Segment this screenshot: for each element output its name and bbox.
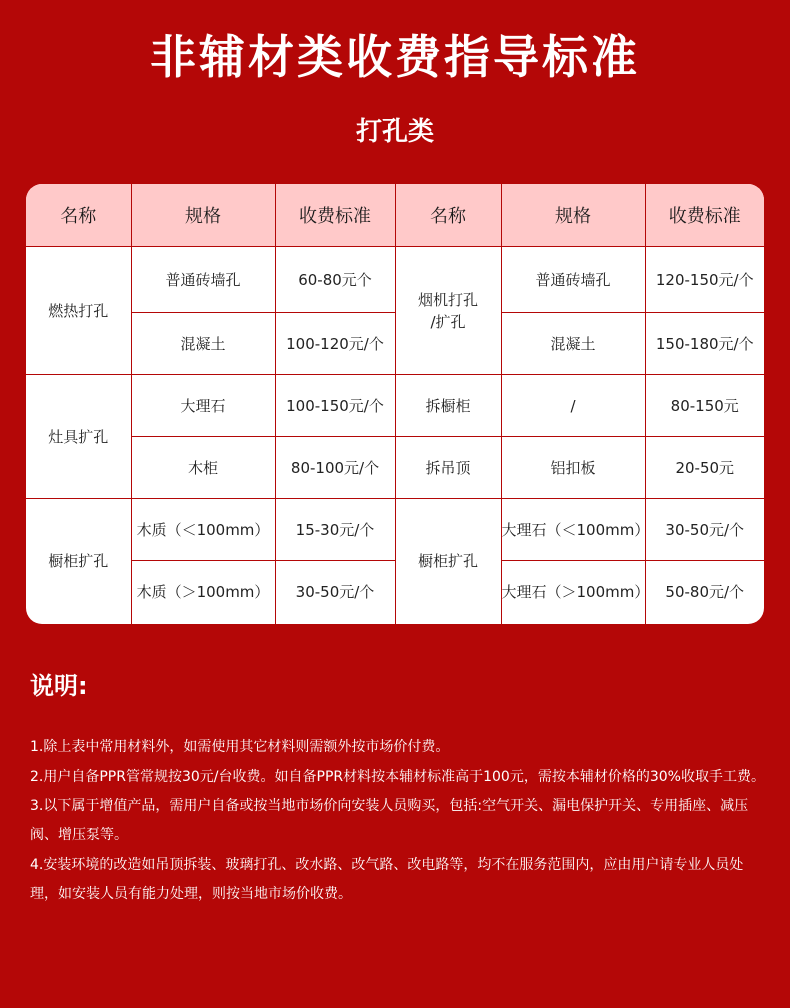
item-price: 15-30元/个 (275, 499, 395, 561)
item-spec: 大理石（＜100mm） (501, 499, 645, 561)
item-spec: 木质（＜100mm） (131, 499, 275, 561)
item-name: 拆橱柜 (395, 375, 501, 437)
notes-list (30, 733, 770, 909)
header-spec-right: 规格 (501, 184, 645, 247)
header-name-right: 名称 (395, 184, 501, 247)
page-title: 非辅材类收费指导标准 (150, 30, 640, 84)
item-price: 80-150元 (645, 375, 764, 437)
price-table (26, 184, 764, 624)
header-name-left: 名称 (26, 184, 131, 247)
header-price-right: 收费标准 (645, 184, 764, 247)
item-spec: 铝扣板 (501, 437, 645, 499)
price-table-card (26, 184, 764, 624)
item-price: 80-100元/个 (275, 437, 395, 499)
item-spec: 木柜 (131, 437, 275, 499)
table-row (26, 247, 764, 313)
item-name: 灶具扩孔 (26, 375, 131, 499)
item-name: 橱柜扩孔 (26, 499, 131, 624)
item-name: 燃热打孔 (26, 247, 131, 375)
item-spec: 混凝土 (501, 313, 645, 375)
item-price: 60-80元个 (275, 247, 395, 313)
table-row (26, 375, 764, 437)
table-header-row (26, 184, 764, 247)
note-item: 3.以下属于增值产品，需用户自备或按当地市场价向安装人员购买，包括:空气开关、漏电保护开关、专用插座、减压阀、增压泵等。 (30, 798, 749, 844)
item-price: 30-50元/个 (645, 499, 764, 561)
table-row (26, 499, 764, 561)
item-price: 20-50元 (645, 437, 764, 499)
item-spec: 大理石 (131, 375, 275, 437)
item-price: 100-120元/个 (275, 313, 395, 375)
table-row (26, 437, 764, 499)
item-spec: / (501, 375, 645, 437)
item-price: 50-80元/个 (665, 583, 745, 602)
item-spec: 大理石（＞100mm） (501, 561, 645, 624)
item-spec: 普通砖墙孔 (131, 247, 275, 313)
note-item: 4.安装环境的改造如吊顶拆装、玻璃打孔、改水路、改气路、改电路等，均不在服务范围内，应由用户请专业人员处理，如安装人员有能力处理，则按当地市场价收费。 (30, 856, 744, 902)
notes-title: 说明: (30, 672, 88, 700)
item-name: 橱柜扩孔 (395, 499, 501, 624)
header-spec-left: 规格 (131, 184, 275, 247)
item-spec: 普通砖墙孔 (501, 247, 645, 313)
header-price-left: 收费标准 (275, 184, 395, 247)
item-price: 150-180元/个 (645, 313, 764, 375)
section-subtitle: 打孔类 (355, 117, 434, 147)
item-spec: 混凝土 (131, 313, 275, 375)
note-item: 1.除上表中常用材料外，如需使用其它材料则需额外按市场价付费。 (30, 739, 450, 755)
note-item: 2.用户自备PPR管常规按30元/台收费。如自备PPR材料按本辅材标准高于100元，需按本辅材价格的30%收取手工费。 (30, 768, 765, 785)
item-spec: 木质（＞100mm） (131, 561, 275, 624)
item-price: 30-50元/个 (275, 561, 395, 624)
item-name: 拆吊顶 (395, 437, 501, 499)
item-price: 120-150元/个 (645, 247, 764, 313)
item-price: 100-150元/个 (275, 375, 395, 437)
item-name: 烟机打孔 /扩孔 (395, 247, 501, 375)
